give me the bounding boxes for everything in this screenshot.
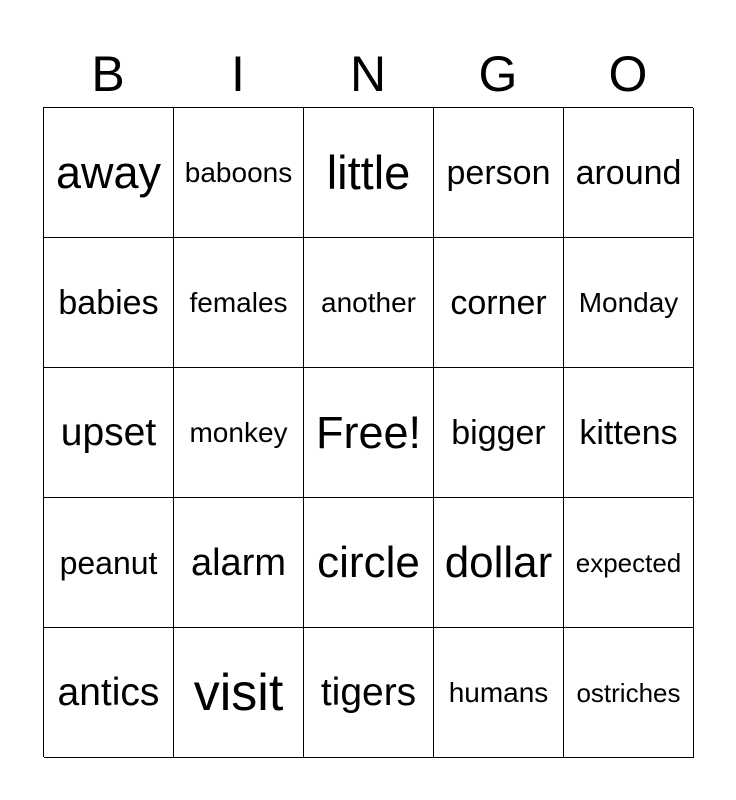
header-letter-o: O (608, 46, 648, 102)
bingo-cell: bigger (434, 368, 564, 498)
bingo-board (43, 107, 693, 757)
bingo-cell: monkey (174, 368, 304, 498)
header-letter-b: B (91, 46, 125, 102)
bingo-cell: another (304, 238, 434, 368)
bingo-cell: around (564, 108, 694, 238)
header-letter-n: N (349, 46, 387, 102)
bingo-cell: humans (434, 628, 564, 758)
bingo-cell: peanut (44, 498, 174, 628)
bingo-cell: circle (304, 498, 434, 628)
bingo-cell: upset (44, 368, 174, 498)
bingo-cell: tigers (304, 628, 434, 758)
bingo-cell: expected (564, 498, 694, 628)
bingo-cell: antics (44, 628, 174, 758)
bingo-cell: away (44, 108, 174, 238)
bingo-cell: alarm (174, 498, 304, 628)
bingo-cell: corner (434, 238, 564, 368)
bingo-cell: little (304, 108, 434, 238)
bingo-cell: dollar (434, 498, 564, 628)
bingo-cell: ostriches (564, 628, 694, 758)
bingo-cell: babies (44, 238, 174, 368)
bingo-cell: visit (174, 628, 304, 758)
bingo-header (43, 44, 693, 104)
bingo-cell: Monday (564, 238, 694, 368)
bingo-cell: baboons (174, 108, 304, 238)
bingo-cell: person (434, 108, 564, 238)
bingo-cell: females (174, 238, 304, 368)
bingo-cell: kittens (564, 368, 694, 498)
header-letter-g: G (478, 46, 518, 102)
free-space-cell: Free! (304, 368, 434, 498)
header-letter-i: I (231, 46, 245, 102)
